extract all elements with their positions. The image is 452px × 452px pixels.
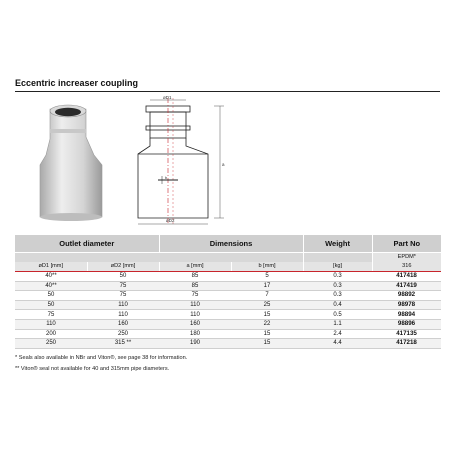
cell-part-no: 98978 (372, 300, 441, 310)
cell-part-no: 417218 (372, 339, 441, 349)
header-part-no: Part No (372, 235, 441, 253)
table-row (15, 339, 441, 349)
cell-od1: 50 (15, 291, 87, 301)
spec-table (15, 235, 441, 349)
header-a: a [mm] (159, 262, 231, 272)
cell-a: 190 (159, 339, 231, 349)
cell-a: 85 (159, 272, 231, 282)
cell-weight: 0.4 (303, 300, 372, 310)
cell-od2: 315 ** (87, 339, 159, 349)
cell-b: 17 (231, 281, 303, 291)
cell-od2: 50 (87, 272, 159, 282)
label-a: a (222, 162, 225, 167)
cell-a: 75 (159, 291, 231, 301)
cell-b: 25 (231, 300, 303, 310)
cell-weight: 0.5 (303, 310, 372, 320)
cell-b: 7 (231, 291, 303, 301)
cell-od2: 110 (87, 300, 159, 310)
table-row (15, 310, 441, 320)
cell-a: 85 (159, 281, 231, 291)
cell-od1: 50 (15, 300, 87, 310)
table-row (15, 319, 441, 329)
table-row (15, 329, 441, 339)
title-divider (15, 91, 440, 92)
header-od1: øD1 [mm] (15, 262, 87, 272)
cell-a: 160 (159, 319, 231, 329)
cell-part-no: 417419 (372, 281, 441, 291)
cell-a: 110 (159, 300, 231, 310)
cell-part-no: 417418 (372, 272, 441, 282)
page-title: Eccentric increaser coupling (15, 78, 139, 88)
label-b: b (165, 175, 168, 180)
footnote-seals: * Seals also available in NBr and Viton®, see page 38 for information. (15, 355, 188, 361)
cell-a: 180 (159, 329, 231, 339)
cell-od2: 250 (87, 329, 159, 339)
cell-weight: 0.3 (303, 291, 372, 301)
cell-od1: 40** (15, 281, 87, 291)
table-row (15, 281, 441, 291)
cell-b: 5 (231, 272, 303, 282)
header-b: b [mm] (231, 262, 303, 272)
cell-od1: 40** (15, 272, 87, 282)
cell-part-no: 417135 (372, 329, 441, 339)
header-dimensions: Dimensions (159, 235, 303, 253)
cell-od1: 110 (15, 319, 87, 329)
header-weight: Weight (303, 235, 372, 253)
label-d1: øD1 (163, 96, 172, 100)
cell-od2: 110 (87, 310, 159, 320)
header-outlet-diameter: Outlet diameter (15, 235, 159, 253)
label-d2: øD2 (166, 218, 175, 223)
cell-a: 110 (159, 310, 231, 320)
table-row (15, 300, 441, 310)
cell-weight: 4.4 (303, 339, 372, 349)
header-od2: øD2 [mm] (87, 262, 159, 272)
cell-od1: 200 (15, 329, 87, 339)
table-row (15, 272, 441, 282)
cell-part-no: 98894 (372, 310, 441, 320)
cell-weight: 0.3 (303, 281, 372, 291)
table-row (15, 291, 441, 301)
cell-b: 15 (231, 310, 303, 320)
cell-b: 15 (231, 339, 303, 349)
header-epdm-code: 316 (372, 262, 441, 272)
cell-b: 15 (231, 329, 303, 339)
cell-od1: 75 (15, 310, 87, 320)
cell-od1: 250 (15, 339, 87, 349)
cell-od2: 160 (87, 319, 159, 329)
header-epdm: EPDM* (372, 253, 441, 263)
cell-weight: 1.1 (303, 319, 372, 329)
cell-od2: 75 (87, 281, 159, 291)
cell-part-no: 98896 (372, 319, 441, 329)
cell-od2: 75 (87, 291, 159, 301)
product-photo (38, 103, 118, 223)
cell-weight: 2.4 (303, 329, 372, 339)
footnote-viton: ** Viton® seal not available for 40 and 315mm pipe diameters. (15, 366, 170, 372)
cell-part-no: 98892 (372, 291, 441, 301)
cell-weight: 0.3 (303, 272, 372, 282)
cell-b: 22 (231, 319, 303, 329)
technical-drawing (128, 96, 238, 231)
header-weight-unit: [kg] (303, 262, 372, 272)
